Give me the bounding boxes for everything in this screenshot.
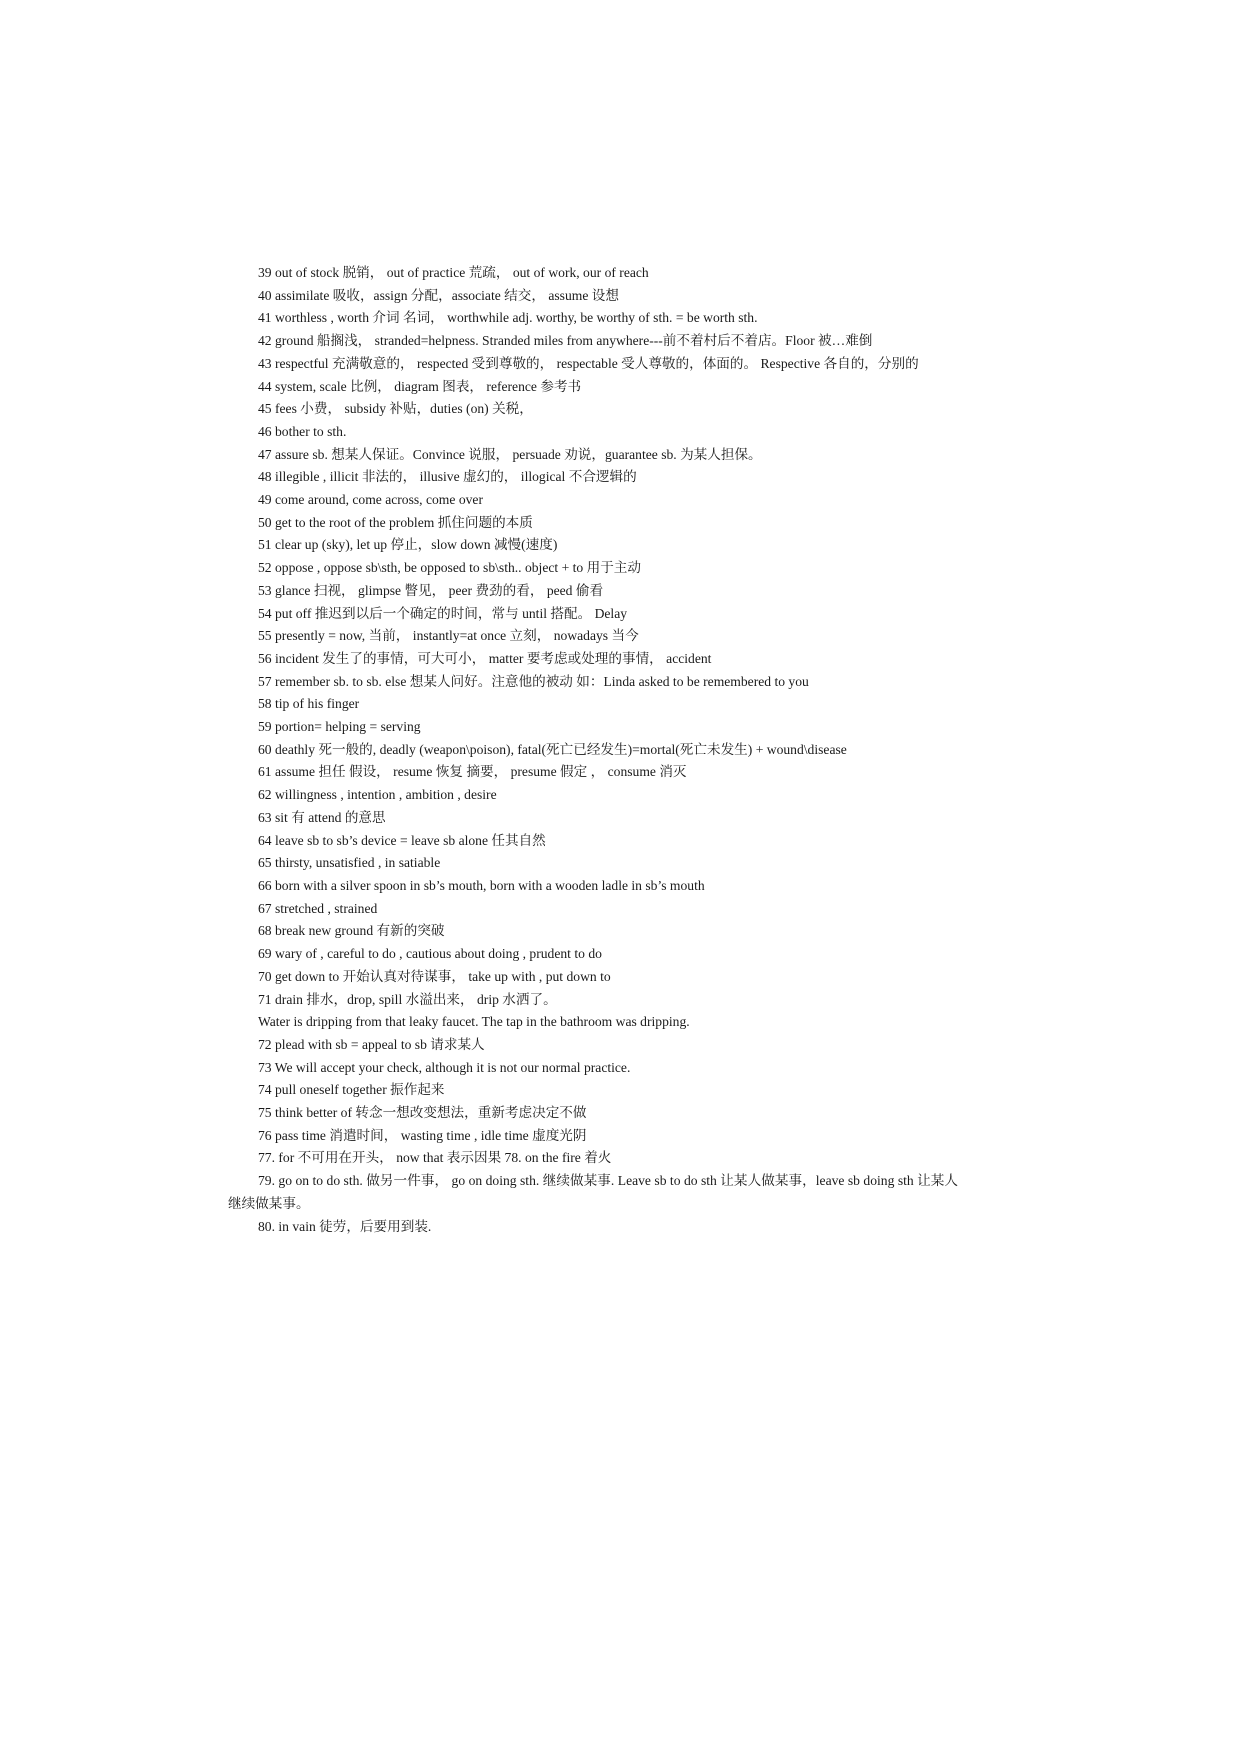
entry-74: 74 pull oneself together 振作起来	[258, 1082, 445, 1098]
entry-79: 79. go on to do sth. 做另一件事， go on doing sth. 继续做某事. Leave sb to do sth 让某人做某事，leave sb doing sth 让某人继续做某事。	[228, 1173, 958, 1211]
entry-67: 67 stretched , strained	[258, 900, 378, 916]
entry-42: 42 ground 船搁浅， stranded=helpness. Stranded miles from anywhere---前不着村后不着店。Floor 被…难倒	[258, 333, 873, 349]
entry-46: 46 bother to sth.	[258, 423, 347, 439]
entry-77-78: 77. for 不可用在开头， now that 表示因果 78. on the fire 着火	[258, 1150, 612, 1166]
entry-76: 76 pass time 消遣时间， wasting time , idle time 虚度光阴	[258, 1127, 587, 1143]
entry-80: 80. in vain 徒劳，后要用到装.	[258, 1218, 432, 1234]
entry-62: 62 willingness , intention , ambition , desire	[258, 787, 497, 803]
entry-61: 61 assume 担任 假设， resume 恢复 摘要， presume 假定 ， consume 消灭	[258, 764, 687, 780]
entry-59: 59 portion= helping = serving	[258, 719, 421, 735]
entry-57: 57 remember sb. to sb. else 想某人问好。注意他的被动 如：Linda asked to be remembered to you	[258, 673, 809, 689]
entry-60: 60 deathly 死一般的, deadly (weapon\poison), fatal(死亡已经发生)=mortal(死亡未发生) + wound\disease	[258, 741, 847, 757]
entry-64: 64 leave sb to sb’s device = leave sb alone 任其自然	[258, 832, 546, 848]
entry-75: 75 think better of 转念一想改变想法，重新考虑决定不做	[258, 1105, 587, 1121]
entry-69: 69 wary of , careful to do , cautious about doing , prudent to do	[258, 946, 602, 962]
entry-65: 65 thirsty, unsatisfied , in satiable	[258, 855, 441, 871]
entry-39: 39 out of stock 脱销， out of practice 荒疏， out of work, our of reach	[258, 265, 649, 280]
entry-53: 53 glance 扫视， glimpse 瞥见， peer 费劲的看， peed 偷看	[258, 582, 604, 598]
vocabulary-list	[228, 262, 990, 1238]
entry-73: 73 We will accept your check, although it is not our normal practice.	[258, 1059, 631, 1075]
entry-52: 52 oppose , oppose sb\sth, be opposed to sb\sth.. object + to 用于主动	[258, 560, 641, 576]
entry-43: 43 respectful 充满敬意的， respected 受到尊敬的， respectable 受人尊敬的，体面的。 Respective 各自的，分别的	[258, 355, 919, 371]
entry-68: 68 break new ground 有新的突破	[258, 923, 445, 939]
entry-54: 54 put off 推迟到以后一个确定的时间，常与 until 搭配。 Delay	[258, 605, 628, 621]
entry-41: 41 worthless , worth 介词 名词， worthwhile adj. worthy, be worthy of sth. = be worth sth.	[258, 310, 758, 326]
entry-50: 50 get to the root of the problem 抓住问题的本质	[258, 514, 533, 530]
entry-56: 56 incident 发生了的事情，可大可小， matter 要考虑或处理的事情， accident	[258, 650, 712, 666]
entry-66: 66 born with a silver spoon in sb’s mouth, born with a wooden ladle in sb’s mouth	[258, 877, 705, 893]
entry-47: 47 assure sb. 想某人保证。Convince 说服， persuade 劝说，guarantee sb. 为某人担保。	[258, 446, 762, 462]
entry-70: 70 get down to 开始认真对待谋事， take up with , put down to	[258, 968, 611, 984]
entry-51: 51 clear up (sky), let up 停止，slow down 减慢(速度)	[258, 537, 558, 553]
entry-40: 40 assimilate 吸收，assign 分配，associate 结交， assume 设想	[258, 287, 619, 303]
entry-49: 49 come around, come across, come over	[258, 492, 483, 508]
entry-58: 58 tip of his finger	[258, 696, 360, 712]
entry-45: 45 fees 小费， subsidy 补贴，duties (on) 关税，	[258, 401, 533, 417]
entry-72: 72 plead with sb = appeal to sb 请求某人	[258, 1036, 485, 1052]
entry-71-example: Water is dripping from that leaky faucet. The tap in the bathroom was dripping.	[258, 1014, 690, 1030]
entry-71: 71 drain 排水，drop, spill 水溢出来， drip 水洒了。	[258, 991, 557, 1007]
entry-48: 48 illegible , illicit 非法的， illusive 虚幻的， illogical 不合逻辑的	[258, 469, 637, 485]
entry-55: 55 presently = now, 当前， instantly=at once 立刻， nowadays 当今	[258, 628, 639, 644]
entry-63: 63 sit 有 attend 的意思	[258, 809, 386, 825]
entry-44: 44 system, scale 比例， diagram 图表， reference 参考书	[258, 378, 582, 394]
